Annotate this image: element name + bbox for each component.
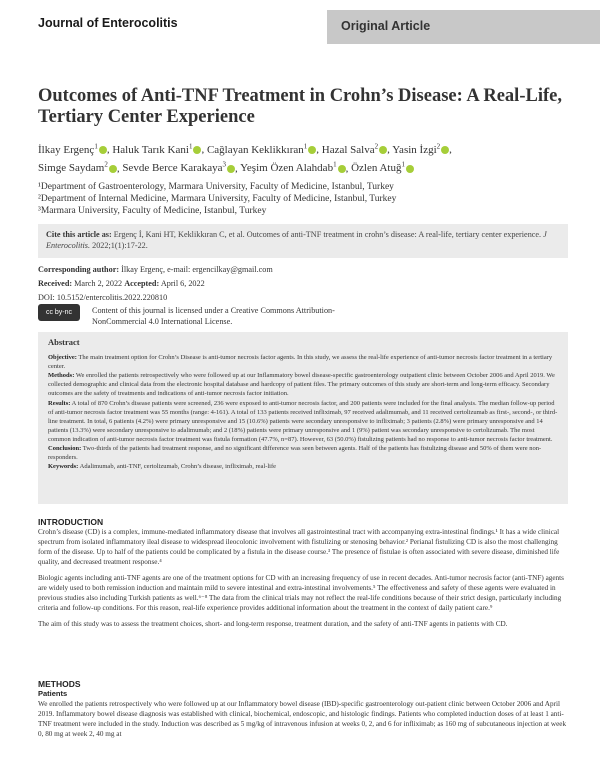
article-type-banner bbox=[327, 10, 600, 44]
abstract-heading: Abstract bbox=[48, 337, 80, 347]
article-dates: Received: March 2, 2022 Accepted: April 6, 2022 bbox=[38, 279, 205, 288]
author[interactable]: Yasin İzgi$^2$ bbox=[392, 144, 449, 156]
paragraph: Biologic agents including anti-TNF agents are one of the treatment options for CD with an increasing frequency of use in recent decades. Anti-tumor necrosis factor (anti-TNF) agents are widely used to both remission induction and maintain mild to severe intestinal and extra-intestinal involvements.⁵ The effectiveness and safety of these agents were evaluated in previous studies also including Turkish patients as well.⁶⁻⁸ The data from the clinical trials may not reflect the real-life conditions because of their strict design, particularly including criteria and follow-up conditions. For this reason, real-life experience provides additional information about the treatment in the context of daily patient care.⁹ bbox=[38, 574, 564, 612]
subsection-heading: Patients bbox=[38, 689, 68, 698]
orcid-icon[interactable] bbox=[193, 146, 201, 154]
author[interactable]: Özlen Atuğ$^1$ bbox=[351, 162, 414, 174]
orcid-icon[interactable] bbox=[99, 146, 107, 154]
corresponding-author: Corresponding author: İlkay Ergenç, e-mail: ergencilkay@gmail.com bbox=[38, 265, 273, 274]
author[interactable]: Hazal Salva$^2$ bbox=[322, 144, 387, 156]
doi[interactable]: DOI: 10.5152/entercolitis.2022.220810 bbox=[38, 293, 168, 302]
citation-box bbox=[38, 224, 568, 258]
license-text: Content of this journal is licensed under a Creative Commons Attribution-NonCommercial 4.0 International License. bbox=[92, 306, 335, 326]
journal-name: Journal of Enterocolitis bbox=[38, 16, 178, 30]
author[interactable]: Yeşim Özen Alahdab$^1$ bbox=[240, 162, 345, 174]
affiliation: ³Marmara University, Faculty of Medicine, Istanbul, Turkey bbox=[38, 206, 267, 216]
author-list: İlkay Ergenç$^1$ , Haluk Tarık Kani$^1$ , Cağlayan Keklikkıran$^1$ , Hazal Salva$^2$ , Yasin İzgi$^2$ , Simge Saydam$^2$ , Sevde Berce Karakaya$^3$ , Yeşim Özen Alahdab$^1$ , Özlen Atuğ$^1$ bbox=[38, 142, 452, 175]
page-header bbox=[0, 0, 600, 46]
article-type-label: Original Article bbox=[341, 19, 431, 33]
orcid-icon[interactable] bbox=[109, 165, 117, 173]
author[interactable]: Sevde Berce Karakaya$^3$ bbox=[122, 162, 235, 174]
section-heading: INTRODUCTION bbox=[38, 517, 104, 527]
cc-license-icon[interactable]: cc by-nc bbox=[38, 304, 80, 321]
abstract-results: Results: A total of 870 Crohn’s disease patients were screened, 236 were exposed to anti-tumor necrosis factor, and 200 patients were included for the final analysis. The median follow-up period of anti-tumor necrosis factor treatment was 55 months (range: 4-161). A total of 133 patients received infliximab, 97 received adalimumab, and 11 received certolizumab as first-, second-, or third-line treatment. In total, 6 patients (4.2%) were primary unresponsive and 15 (10.6%) patients were secondary unresponsive to infliximab; 3 patients (2.8%) were primary unresponsive and 14 patients (13.3%) were secondary unresponsive to adalimumab; and 2 (18%) patients were primary unresponsive and 1 (9%) patient was secondary unresponsive to certolizumab. The most common indication of anti-tumor necrosis factor treatment was fistula formation (47.7%, n=87). However, 63 (50.0%) fistulizing patients had no response to anti-tumor necrosis factor treatment. bbox=[48, 399, 558, 443]
abstract-keywords: Keywords: Adalimumab, anti-TNF, certolizumab, Crohn’s disease, infliximab, real-life bbox=[48, 463, 277, 471]
orcid-icon[interactable] bbox=[308, 146, 316, 154]
orcid-icon[interactable] bbox=[406, 165, 414, 173]
abstract-conclusion: Conclusion: Two-thirds of the patients had treatment response, and no significant difference was seen between agents. Half of the patients has fistulizing disease and 50% of them were non-responders. bbox=[48, 445, 542, 462]
article-title: Outcomes of Anti-TNF Treatment in Crohn’s Disease: A Real-Life, Tertiary Center Experience bbox=[38, 86, 562, 127]
affiliation: ¹Department of Gastroenterology, Marmara University, Faculty of Medicine, Istanbul, Turkey bbox=[38, 182, 394, 192]
introduction-section bbox=[38, 517, 568, 635]
orcid-icon[interactable] bbox=[379, 146, 387, 154]
author[interactable]: İlkay Ergenç$^1$ bbox=[38, 144, 107, 156]
author[interactable]: Haluk Tarık Kani$^1$ bbox=[112, 144, 201, 156]
author[interactable]: Cağlayan Keklikkıran$^1$ bbox=[207, 144, 316, 156]
abstract-methods: Methods: We enrolled the patients retrospectively who were followed up at our Inflammatory bowel disease-specific gastroenterology outpatient clinic between October 2006 and April 2019. We collected demographic and clinical data from the electronic hospital database and hardcopy of patient files. The primary outcomes of this study are short-term and long-term efficacy. Secondary outcomes are the safety of treatments and indications of anti-tumor necrosis factor initiation. bbox=[48, 372, 555, 398]
paragraph: We enrolled the patients retrospectively who were followed up at our Inflammatory bowel disease (IBD)-specific gastroenterology out-patient clinic between October 2006 and April 2019. Inflammatory bowel disease diagnosis was established with clinical, biochemical, endoscopic, and histologic findings. Patients who completed induction doses of at least 1 anti-TNF treatment were included in the study. Induction was described as 5 mg/kg of intravenous infusion at weeks 0, 2, and 6 for infliximab; as 160 mg of subcutaneous injection at week 0, 80 mg at week 2, 40 mg at bbox=[38, 700, 567, 738]
affiliations bbox=[38, 181, 568, 217]
section-heading: METHODS bbox=[38, 679, 81, 689]
paragraph: Crohn’s disease (CD) is a complex, immune-mediated inflammatory disease that involves all gastrointestinal tract with accompanying extra-intestinal findings.¹ It has a wide clinical spectrum from isolated inflammatory ileal disease to widespread ileocolonic involvement with fistulizing or stenosing behavior.² Perianal fistulizing CD is also the most challenging form of the disease. Up to half of the patients could be complicated by a fistula in the disease course.³ The presence of fistulae is often associated with severe disease, diminished life quality, and decreased treatment response.⁴ bbox=[38, 528, 560, 566]
orcid-icon[interactable] bbox=[338, 165, 346, 173]
affiliation: ²Department of Internal Medicine, Marmara University, Faculty of Medicine, Istanbul, Turkey bbox=[38, 194, 397, 204]
orcid-icon[interactable] bbox=[441, 146, 449, 154]
abstract-box bbox=[38, 332, 568, 504]
cite-ref: 2022;1(1):17-22. bbox=[92, 241, 148, 250]
methods-section bbox=[38, 679, 568, 745]
corresponding-email[interactable]: İlkay Ergenç, e-mail: ergencilkay@gmail.com bbox=[121, 265, 273, 274]
cite-text: Ergenç İ, Kani HT, Keklikkıran C, et al. Outcomes of anti-TNF treatment in crohn’s disease: A real-life, tertiary center experience. bbox=[113, 230, 542, 239]
paragraph: The aim of this study was to assess the treatment choices, short- and long-term response, treatment duration, and the safety of anti-TNF agents in patients with CD. bbox=[38, 620, 508, 628]
orcid-icon[interactable] bbox=[227, 165, 235, 173]
cite-journal: J Enterocolitis. bbox=[46, 230, 547, 250]
cite-label: Cite this article as: bbox=[46, 230, 112, 239]
abstract-objective: Objective: The main treatment option for Crohn’s Disease is anti-tumor necrosis factor agents. In this study, we assess the real-life experience of anti-tumor necrosis factor treatment in a tertiary center. bbox=[48, 354, 553, 371]
author[interactable]: Simge Saydam$^2$ bbox=[38, 162, 117, 174]
